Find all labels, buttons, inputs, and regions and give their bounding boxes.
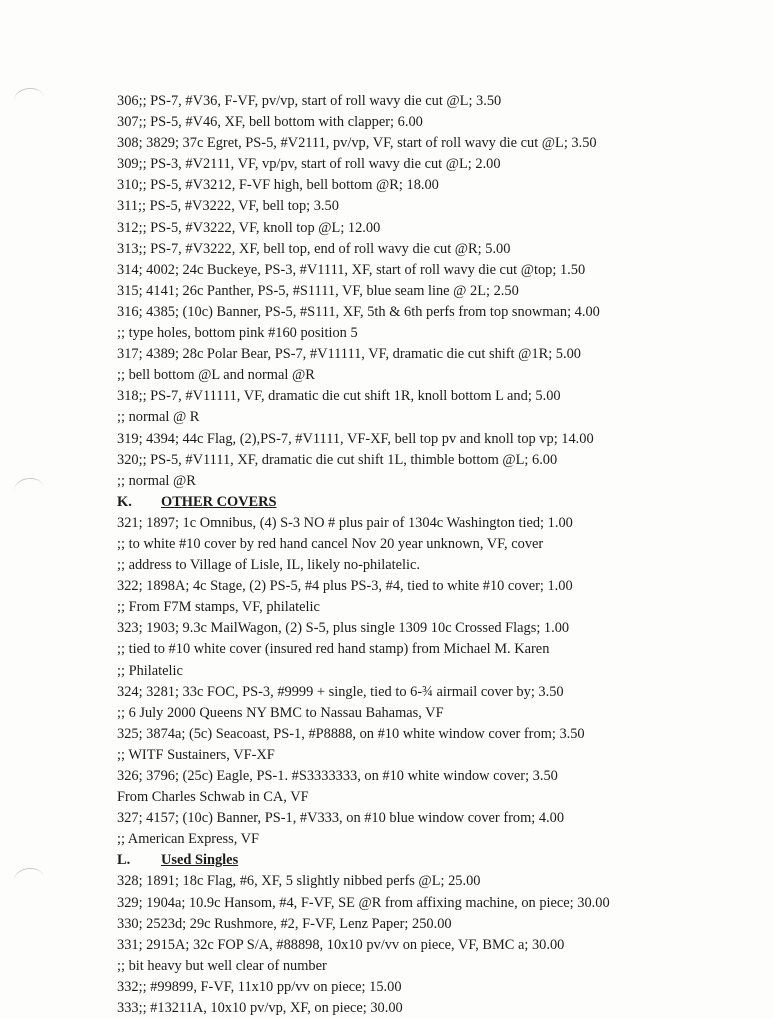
- listing-line: ;; bit heavy but well clear of number: [117, 957, 327, 974]
- listing-line: ;; type holes, bottom pink #160 position 5: [117, 325, 358, 342]
- listing-line: 307;; PS-5, #V46, XF, bell bottom with clapper; 6.00: [117, 114, 423, 131]
- listing-line: 326; 3796; (25c) Eagle, PS-1. #S3333333, on #10 white window cover; 3.50: [117, 768, 558, 784]
- listing-line: 328; 1891; 18c Flag, #6, XF, 5 slightly nibbed perfs @L; 25.00: [117, 873, 481, 890]
- listing-line: 308; 3829; 37c Egret, PS-5, #V2111, pv/vp, VF, start of roll wavy die cut @L; 3.50: [117, 135, 597, 152]
- section-letter: L.: [117, 852, 131, 869]
- listing-line: 324; 3281; 33c FOC, PS-3, #9999 + single, tied to 6-¾ airmail cover by; 3.50: [117, 683, 564, 700]
- listing-line: 317; 4389; 28c Polar Bear, PS-7, #V11111, VF, dramatic die cut shift @1R; 5.00: [117, 346, 581, 363]
- listing-line: ;; Philatelic: [117, 662, 183, 679]
- listing-line: ;; tied to #10 white cover (insured red hand stamp) from Michael M. Karen: [117, 641, 550, 658]
- listing-line: 320;; PS-5, #V1111, XF, dramatic die cut shift 1L, thimble bottom @L; 6.00: [117, 451, 558, 468]
- listing-line: ;; bell bottom @L and normal @R: [117, 367, 315, 384]
- listing-line: 329; 1904a; 10.9c Hansom, #4, F-VF, SE @R from affixing machine, on piece; 30.00: [117, 894, 610, 911]
- listing-line: 323; 1903; 9.3c MailWagon, (2) S-5, plus single 1309 10c Crossed Flags; 1.00: [117, 620, 570, 637]
- section-heading: [117, 850, 767, 871]
- listing-line: 312;; PS-5, #V3222, VF, knoll top @L; 12.00: [117, 219, 381, 236]
- listing-line: ;; to white #10 cover by red hand cancel Nov 20 year unknown, VF, cover: [117, 535, 544, 552]
- listing-line: 310;; PS-5, #V3212, F-VF high, bell bottom @R; 18.00: [117, 177, 439, 194]
- listing-line: 332;; #99899, F-VF, 11x10 pp/vv on piece; 15.00: [117, 978, 402, 995]
- punch-hole-mark: [13, 866, 46, 893]
- listing-line: ;; address to Village of Lisle, IL, likely no-philatelic.: [117, 557, 420, 574]
- listing-line: ;; From F7M stamps, VF, philatelic: [117, 599, 320, 616]
- listing-line: 311;; PS-5, #V3222, VF, bell top; 3.50: [117, 198, 339, 215]
- listing-line: 315; 4141; 26c Panther, PS-5, #S1111, VF, blue seam line @ 2L; 2.50: [117, 282, 519, 299]
- listing-line: ;; normal @R: [117, 472, 196, 489]
- listing-line: 309;; PS-3, #V2111, VF, vp/pv, start of roll wavy die cut @L; 2.00: [117, 156, 501, 173]
- listing-line: 318;; PS-7, #V11111, VF, dramatic die cut shift 1R, knoll bottom L and; 5.00: [117, 388, 561, 405]
- listing-line: 330; 2523d; 29c Rushmore, #2, F-VF, Lenz Paper; 250.00: [117, 915, 452, 932]
- listing-line: 321; 1897; 1c Omnibus, (4) S-3 NO # plus pair of 1304c Washington tied; 1.00: [117, 514, 573, 531]
- listing-line: 333;; #13211A, 10x10 pv/vp, XF, on piece; 30.00: [117, 1000, 403, 1017]
- listing-line: 327; 4157; (10c) Banner, PS-1, #V333, on #10 blue window cover from; 4.00: [117, 810, 565, 827]
- listing-line: ;; American Express, VF: [117, 831, 260, 848]
- listing-lines: [117, 91, 767, 1019]
- listing-line: 319; 4394; 44c Flag, (2),PS-7, #V1111, VF-XF, bell top pv and knoll top vp; 14.00: [117, 430, 594, 447]
- listing-line: 306;; PS-7, #V36, F-VF, pv/vp, start of roll wavy die cut @L; 3.50: [117, 93, 502, 109]
- punch-hole-mark: [13, 476, 46, 503]
- listing-line: ;; 6 July 2000 Queens NY BMC to Nassau Bahamas, VF: [117, 704, 444, 721]
- listing-line: 325; 3874a; (5c) Seacoast, PS-1, #P8888, on #10 white window cover from; 3.50: [117, 725, 585, 742]
- listing-line: ;; WITF Sustainers, VF-XF: [117, 746, 275, 763]
- listing-line: 313;; PS-7, #V3222, XF, bell top, end of roll wavy die cut @R; 5.00: [117, 240, 511, 257]
- listing-line: 314; 4002; 24c Buckeye, PS-3, #V1111, XF, start of roll wavy die cut @top; 1.50: [117, 261, 586, 278]
- section-title: Used Singles: [161, 852, 239, 869]
- section-letter: K.: [117, 493, 132, 510]
- section-title: OTHER COVERS: [161, 493, 277, 510]
- listing-line: 331; 2915A; 32c FOP S/A, #88898, 10x10 pv/vv on piece, VF, BMC a; 30.00: [117, 936, 565, 953]
- listing-line: 322; 1898A; 4c Stage, (2) PS-5, #4 plus PS-3, #4, tied to white #10 cover; 1.00: [117, 578, 573, 595]
- listing-line: 316; 4385; (10c) Banner, PS-5, #S111, XF, 5th & 6th perfs from top snowman; 4.00: [117, 303, 600, 320]
- punch-hole-mark: [13, 86, 46, 113]
- listing-line: ;; normal @ R: [117, 409, 200, 426]
- section-heading: [117, 492, 767, 513]
- listing-line: From Charles Schwab in CA, VF: [117, 789, 309, 806]
